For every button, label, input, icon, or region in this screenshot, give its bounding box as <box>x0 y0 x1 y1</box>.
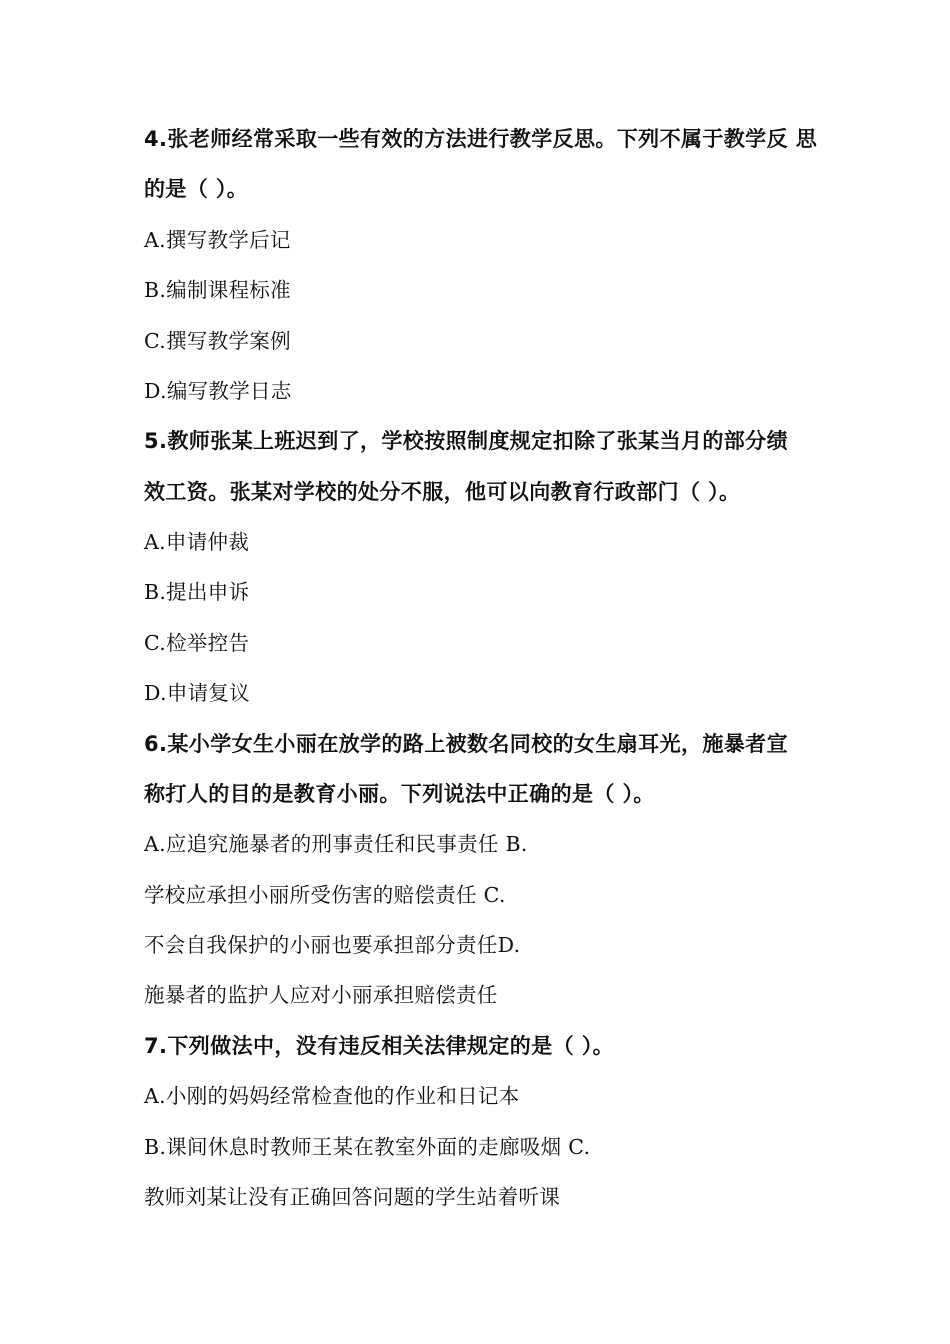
question-4-option-c: C.撰写教学案例 <box>144 329 291 353</box>
question-7-option-line-3: 教师刘某让没有正确回答问题的学生站着听课 <box>144 1185 560 1209</box>
question-4-line-1: 4.张老师经常采取一些有效的方法进行教学反思。下列不属于教学反 思 <box>144 127 818 151</box>
question-6-option-line-2: 学校应承担小丽所受伤害的赔偿责任 C. <box>144 883 506 907</box>
question-5-option-b: B.提出申诉 <box>144 580 250 604</box>
question-6-line-2: 称打人的目的是教育小丽。下列说法中正确的是（ ）。 <box>144 782 655 806</box>
question-4-option-a: A.撰写教学后记 <box>144 228 291 252</box>
question-7-option-a: A.小刚的妈妈经常检查他的作业和日记本 <box>144 1084 520 1108</box>
question-7-option-line-2: B.课间休息时教师王某在教室外面的走廊吸烟 C. <box>144 1135 591 1159</box>
question-5-option-d: D.申请复议 <box>144 681 251 705</box>
question-5-line-1: 5.教师张某上班迟到了，学校按照制度规定扣除了张某当月的部分绩 <box>144 429 788 453</box>
question-6-option-line-1: A.应追究施暴者的刑事责任和民事责任 B. <box>144 832 528 856</box>
question-6-option-line-3: 不会自我保护的小丽也要承担部分责任D. <box>144 933 521 957</box>
question-7-line-1: 7.下列做法中，没有违反相关法律规定的是（ ）。 <box>144 1034 614 1058</box>
question-5-line-2: 效工资。张某对学校的处分不服，他可以向教育行政部门（ ）。 <box>144 480 741 504</box>
question-5-option-c: C.检举控告 <box>144 631 250 655</box>
question-6-line-1: 6.某小学女生小丽在放学的路上被数名同校的女生扇耳光，施暴者宣 <box>144 732 788 756</box>
question-4-option-b: B.编制课程标准 <box>144 278 291 302</box>
question-4-option-d: D.编写教学日志 <box>144 379 292 403</box>
question-6-option-line-4: 施暴者的监护人应对小丽承担赔偿责任 <box>144 983 498 1007</box>
question-5-option-a: A.申请仲裁 <box>144 530 250 554</box>
question-4-line-2: 的是（ ）。 <box>144 177 249 201</box>
